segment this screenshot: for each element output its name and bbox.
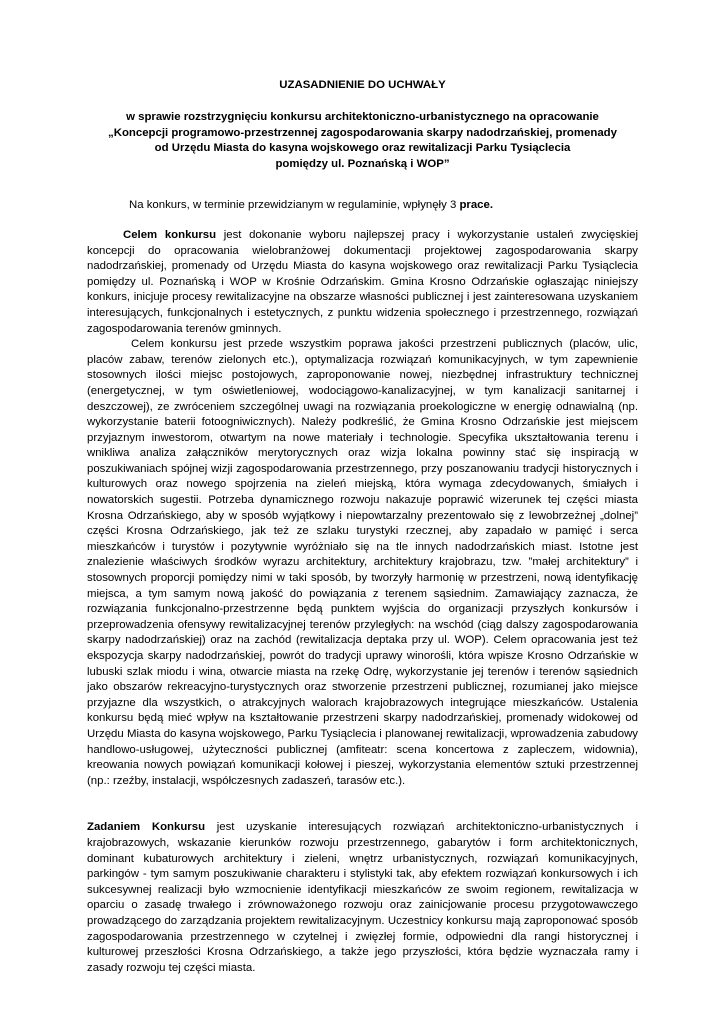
task-lead: Zadaniem Konkursu xyxy=(87,821,206,834)
task-paragraph xyxy=(87,820,638,976)
document-subject xyxy=(87,110,638,172)
intro-bold: prace. xyxy=(459,199,494,212)
goal-text: jest dokonanie wyboru najlepszej pracy i wykorzystanie ustaleń zwycięskiej koncepcji do opracowania wielobranżowej dokumentacji projektowej zagospodarowania skarpy nadodrzańskiej, promenady od Urzędu Miasta do kasyna wojskowego oraz rewitalizacji Parku Tysiąclecia pomiędzy ul. Poznańską i WOP w Krośnie Odrzańskim. Gmina Krosno Odrzańskie ogłaszając niniejszy konkurs, inicjuje procesy rewitalizacyjne na obszarze własności publicznej i jest zainteresowana uzyskaniem interesujących, funkcjonalnych i estetycznych, z punktu widzenia społecznego i przestrzennego, rozwiązań zagospodarowania terenów gminnych. xyxy=(87,228,639,335)
goal-paragraph xyxy=(87,228,638,337)
subject-line: pomiędzy ul. Poznańską i WOP” xyxy=(275,157,450,170)
subject-line: od Urzędu Miasta do kasyna wojskowego oraz rewitalizacji Parku Tysiąclecia xyxy=(154,142,571,155)
document-title: UZASADNIENIE DO UCHWAŁY xyxy=(279,79,446,91)
goal-lead: Celem konkursu xyxy=(123,228,217,241)
intro-paragraph xyxy=(87,198,638,214)
goal-details-paragraph: Celem konkursu jest przede wszystkim poprawa jakości przestrzeni publicznych (placów, ulic, placów zabaw, terenów zielonych etc.), optymalizacja rozwiązań komunikacyjnych, w tym zapewnienie stosownych ilości miejsc postojowych, zaproponowanie nowej, niezbędnej infrastruktury technicznej (energetycznej, w tym oświetleniowej, wodociągowo-kanalizacyjnej, w tym kanalizacji sanitarnej i deszczowej), ze zwróceniem szczególnej uwagi na rozwiązania proekologiczne w energię odnawialną (np. wykorzystanie baterii fotoogniwicznych). Należy podkreślić, że Gmina Krosno Odrzańskie jest miejscem przyjaznym inwestorom, otwartym na nowe materiały i technologie. Specyfika ukształtowania terenu i wnikliwa analiza załączników merytorycznych oraz wizja lokalna powinny stać się inspiracją w poszukiwaniach spójnej wizji zagospodarowania przestrzennego, przy poszanowaniu tradycji historycznych i kulturowych oraz nowego spojrzenia na zieleń miejską, która wymaga zdecydowanych, śmiałych i nowatorskich sugestii. Potrzeba dynamicznego rozwoju nakazuje poprawić wizerunek tej części miasta Krosna Odrzańskiego, aby w sposób wyjątkowy i niepowtarzalny prezentowało się z lewobrzeżnej „dolnej” części Krosna Odrzańskiego, jak też ze szlaku turystyki rzecznej, aby zapadało w pamięć i serca mieszkańców i turystów i pozytywnie wyróżniało się na tle innych nadodrzańskich miast. Istotne jest znalezienie właściwych środków wyrazu architektury, architektury krajobrazu, tzw. ”małej architektury” i stosownych proporcji pomiędzy nimi w taki sposób, by tworzyły harmonię w przestrzeni, nową identyfikację miejsca, a tym samym nową jakość do powiązania z terenem sąsiednim. Zamawiający zaznacza, że rozwiązania funkcjonalno-przestrzenne będą punktem wyjścia do organizacji przyszłych konkursów i przeprowadzenia ofensywy rewitalizacyjnej terenów przyległych: na wschód (ciąg dalszy zagospodarowania skarpy nadodrzańskiej) oraz na zachód (rewitalizacja deptaka przy ul. WOP). Celem opracowania jest też ekspozycja skarpy nadodrzańskiej, powrót do tradycji uprawy winorośli, która wpisze Krosno Odrzańskie w lubuski szlak miodu i wina, otwarcie miasta na rzekę Odrę, wykorzystanie jej terenów i terenów sąsiednich jako obszarów rekreacyjno-turystycznych oraz stworzenie przestrzeni publicznej, rozumianej jako miejsce przyjazne dla wszystkich, o atrakcyjnych walorach krajobrazowych integrujące mieszkańców. Ustalenia konkursu będą mieć wpływ na kształtowanie przestrzeni skarpy nadodrzańskiej, promenady widokowej od Urzędu Miasta do kasyna wojskowego, Parku Tysiąclecia i planowanej rewitalizacji, wprowadzenia zabudowy handlowo-usługowej, użyteczności publicznej (amfiteatr: scena koncertowa z zapleczem, widownia), kreowania nowych powiązań komunikacji kołowej i pieszej, wykorzystania elementów sztuki przestrzennej (np.: rzeźby, instalacji, współczesnych zadaszeń, tarasów etc.). xyxy=(87,338,638,787)
document-page xyxy=(87,78,638,976)
subject-line: w sprawie rozstrzygnięciu konkursu architektoniczno-urbanistycznego na opracowanie xyxy=(126,111,599,123)
task-text: jest uzyskanie interesujących rozwiązań architektoniczno-urbanistycznych i krajobrazowych, wskazanie kierunków rozwoju przestrzennego, gabarytów i form architektonicznych, dominant kubaturowych architektury i zieleni, wnętrz urbanistycznych, rozwiązań komunikacyjnych, parkingów - tym samym poszukiwanie charakteru i stylistyki tak, aby efektem rozwiązań konkursowych i ich sukcesywnej realizacji było wzmocnienie identyfikacji mieszkańców ze swoim regionem, rewitalizacja w oparciu o zasadę trwałego i zrównoważonego rozwoju oraz zainicjowanie procesu przygotowawczego prowadzącego do zarządzania projektem rewitalizacyjnym. Uczestnicy konkursu mają zaproponować sposób zagospodarowania przestrzennego w czytelnej i zwięzłej formie, odpowiedni dla rangi historycznej i kulturowej przeszłości Krosna Odrzańskiego, a także jego przyszłości, która będzie wyznaczała ramy i zasady rozwoju tej części miasta. xyxy=(87,821,638,974)
intro-text: Na konkurs, w terminie przewidzianym w regulaminie, wpłynęły 3 xyxy=(129,199,460,212)
subject-line: „Koncepcji programowo-przestrzennej zagospodarowania skarpy nadodrzańskiej, promenady xyxy=(108,126,617,139)
